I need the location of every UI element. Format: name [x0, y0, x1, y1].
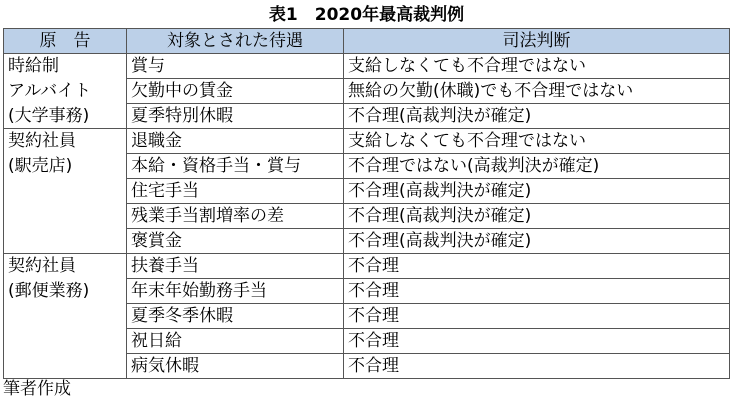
plaintiff-label: 時給制	[8, 56, 59, 76]
plaintiff-label: アルバイト	[8, 80, 92, 101]
treatment-cell: 扶養手当	[127, 254, 344, 279]
treatment-cell: 病気休暇	[127, 354, 344, 379]
treatment-cell: 夏季冬季休暇	[127, 304, 344, 329]
plaintiff-cell	[4, 129, 127, 154]
judgment-cell: 不合理(高裁判決が確定)	[344, 229, 730, 254]
judgment-cell: 不合理	[344, 279, 730, 304]
judgment-cell: 不合理	[344, 329, 730, 354]
judgment-cell: 不合理	[344, 254, 730, 279]
plaintiff-cell	[4, 154, 127, 179]
table-row	[4, 354, 730, 379]
header-judgment: 司法判断	[344, 29, 730, 54]
treatment-cell: 本給・資格手当・賞与	[127, 154, 344, 179]
treatment-cell: 住宅手当	[127, 179, 344, 204]
treatment-cell: 欠勤中の賃金	[127, 79, 344, 104]
table-row	[4, 179, 730, 204]
judgment-cell: 不合理(高裁判決が確定)	[344, 179, 730, 204]
table-row	[4, 254, 730, 279]
table-row	[4, 129, 730, 154]
plaintiff-cell	[4, 329, 127, 354]
plaintiff-cell	[4, 279, 127, 304]
plaintiff-label: (郵便業務)	[8, 280, 90, 301]
plaintiff-cell	[4, 179, 127, 204]
plaintiff-cell	[4, 54, 127, 79]
table-row	[4, 204, 730, 229]
judgment-cell: 不合理	[344, 354, 730, 379]
table-row	[4, 79, 730, 104]
judgment-cell: 不合理(高裁判決が確定)	[344, 204, 730, 229]
treatment-cell: 年末年始勤務手当	[127, 279, 344, 304]
table-body	[4, 54, 730, 379]
treatment-cell: 夏季特別休暇	[127, 104, 344, 129]
table-row	[4, 104, 730, 129]
plaintiff-cell	[4, 79, 127, 104]
treatment-cell: 賞与	[127, 54, 344, 79]
plaintiff-label: (駅売店)	[8, 155, 73, 176]
table-row	[4, 279, 730, 304]
judgment-cell: 不合理	[344, 304, 730, 329]
table-row	[4, 54, 730, 79]
treatment-cell: 祝日給	[127, 329, 344, 354]
treatment-cell: 残業手当割増率の差	[127, 204, 344, 229]
table-row	[4, 229, 730, 254]
table-title: 表1 2020年最高裁判例	[268, 5, 465, 25]
table-row	[4, 304, 730, 329]
plaintiff-label: (大学事務)	[8, 105, 90, 126]
plaintiff-label: 契約社員	[8, 256, 76, 276]
plaintiff-cell	[4, 204, 127, 229]
judgment-cell: 支給しなくても不合理ではない	[344, 129, 730, 154]
judgment-cell: 無給の欠勤(休職)でも不合理ではない	[344, 79, 730, 104]
judgment-cell: 支給しなくても不合理ではない	[344, 54, 730, 79]
judgment-cell: 不合理ではない(高裁判決が確定)	[344, 154, 730, 179]
header-row	[4, 29, 730, 54]
plaintiff-label: 契約社員	[8, 131, 76, 151]
plaintiff-cell	[4, 229, 127, 254]
header-plaintiff: 原 告	[4, 29, 127, 54]
treatment-cell: 褒賞金	[127, 229, 344, 254]
treatment-cell: 退職金	[127, 129, 344, 154]
header-treatment: 対象とされた待遇	[127, 29, 344, 54]
plaintiff-cell	[4, 304, 127, 329]
table-row	[4, 329, 730, 354]
plaintiff-cell	[4, 104, 127, 129]
plaintiff-cell	[4, 354, 127, 379]
judgment-cell: 不合理(高裁判決が確定)	[344, 104, 730, 129]
ruling-table	[3, 28, 730, 379]
source-note: 筆者作成	[3, 379, 71, 399]
table-row	[4, 154, 730, 179]
plaintiff-cell	[4, 254, 127, 279]
